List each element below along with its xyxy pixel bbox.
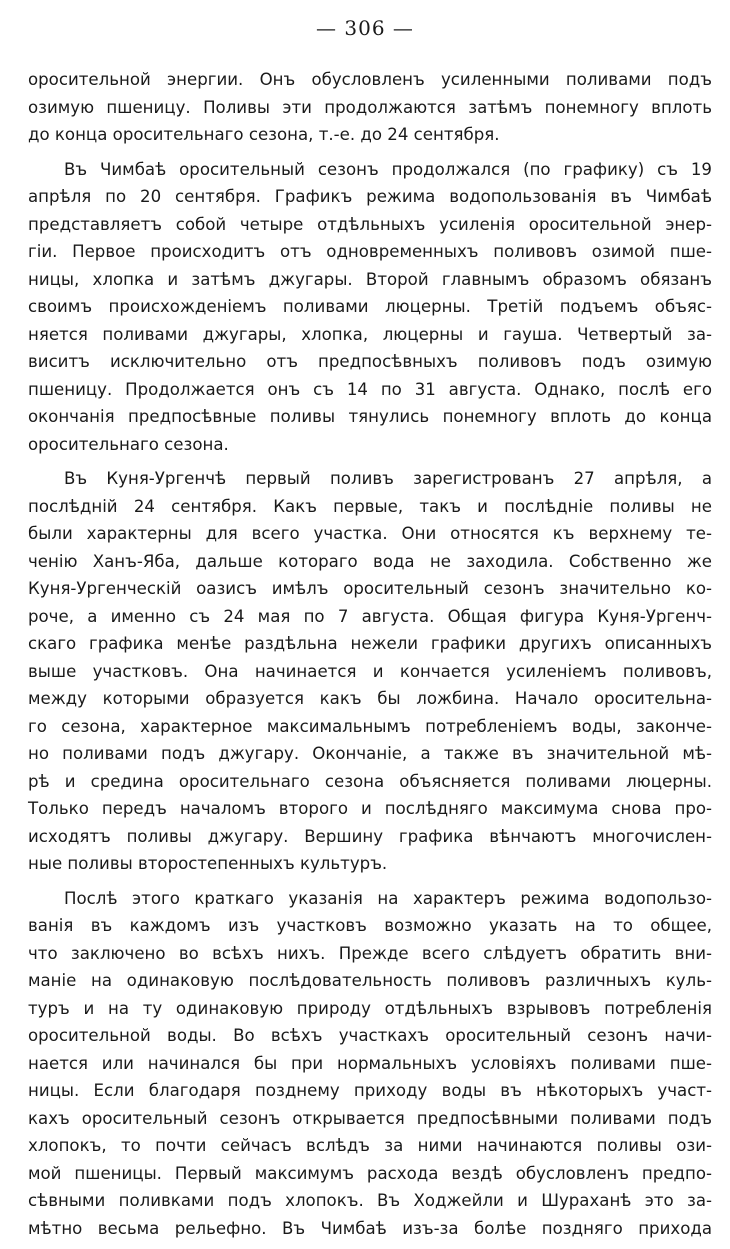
text-line: кахъ оросительный сезонъ открывается предпосѣвными поливами подъ [28,1108,712,1128]
text-line: Въ Куня-Ургенчѣ первый поливъ зарегистрованъ 27 апрѣля, а [64,469,712,488]
paragraph [28,66,712,149]
text-line: скаго графика менѣе раздѣльна нежели графики другихъ описанныхъ [28,634,712,653]
text-line: оросительной воды. Во всѣхъ участкахъ оросительный сезонъ начи- [28,1026,712,1045]
text-line: оросительнаго сезона. [28,434,229,454]
text-line: были характерны для всего участка. Они относятся къ верхнему те- [28,524,712,543]
text-line: между которыми образуется какъ бы ложбина. Начало оросительна- [28,689,712,708]
text-line: ные поливы второстепенныхъ культуръ. [28,854,388,873]
text-line: представляетъ собой четыре отдѣльныхъ усиленія оросительной энер- [28,214,712,234]
text-line: хлопокъ, то почти сейчасъ вслѣдъ за ними начинаются поливы ози- [28,1136,712,1155]
text-line: ченію Ханъ-Яба, дальше котораго вода не заходила. Собственно же [28,551,712,571]
page-number: — 306 — [316,16,414,40]
text-line: оросительной энергии. Онъ обусловленъ усиленными поливами подъ [28,70,712,89]
paragraph [28,885,712,1243]
text-line: роче, а именно съ 24 мая по 7 августа. Общая фигура Куня-Ургенч- [28,606,712,626]
text-line: маніе на одинаковую послѣдовательность поливовъ различныхъ куль- [28,971,712,990]
text-line: туръ и на ту одинаковую природу отдѣльныхъ взрывовъ потребленія [28,998,712,1018]
text-line: Послѣ этого краткаго указанія на характеръ режима водопользо- [64,888,712,908]
text-line: окончанія предпосѣвные поливы тянулись понемногу вплоть до конца [28,407,712,426]
text-line: озимую пшеницу. Поливы эти продолжаются затѣмъ понемногу вплоть [28,97,712,117]
body-text [28,66,712,1249]
text-line: рѣ и средина оросительнаго сезона объясняется поливами люцерны. [28,771,712,791]
text-line: ницы, хлопка и затѣмъ джугары. Второй главнымъ образомъ обязанъ [28,269,712,289]
text-line: мой пшеницы. Первый максимумъ расхода вездѣ обусловленъ предпо- [28,1163,712,1183]
text-line: Куня-Ургенческій оазисъ имѣлъ оросительный сезонъ значительно ко- [28,579,712,598]
text-line: апрѣля по 20 сентября. Графикъ режима водопользованія въ Чимбаѣ [28,187,712,206]
text-line: до конца оросительнаго сезона, т.-е. до 24 сентября. [28,125,500,144]
text-line: пшеницу. Продолжается онъ съ 14 по 31 августа. Однако, послѣ его [28,379,712,399]
paragraph [28,156,712,459]
paragraph [28,465,712,878]
text-line: но поливами подъ джугару. Окончаніе, а также въ значительной мѣ- [28,744,712,763]
text-line: гіи. Первое происходитъ отъ одновременныхъ поливовъ озимой пше- [28,242,712,261]
text-line: своимъ происхожденіемъ поливами люцерны. Третій подъемъ объяс- [28,297,712,316]
text-line: Въ Чимбаѣ оросительный сезонъ продолжался (по графику) съ 19 [64,159,712,179]
text-line: ванія въ каждомъ изъ участковъ возможно указать на то общее, [28,916,712,935]
text-line: ницы. Если благодаря позднему приходу воды въ нѣкоторыхъ участ- [28,1081,712,1100]
text-line: нается или начинался бы при нормальныхъ условіяхъ поливами пше- [28,1053,712,1073]
text-line: мѣтно весьма рельефно. Въ Чимбаѣ изъ-за болѣе поздняго прихода [28,1218,712,1238]
text-line: го сезона, характерное максимальнымъ потребленіемъ воды, законче- [28,716,712,736]
text-line: Только передъ началомъ второго и послѣдняго максимума снова про- [28,799,712,818]
text-line: виситъ исключительно отъ предпосѣвныхъ поливовъ подъ озимую [28,352,712,371]
text-line: послѣдній 24 сентября. Какъ первые, такъ и послѣдніе поливы не [28,496,712,516]
text-line: выше участковъ. Она начинается и кончается усиленіемъ поливовъ, [28,661,712,681]
text-line: няется поливами джугары, хлопка, люцерны и гауша. Четвертый за- [28,324,712,344]
text-line: сѣвными поливками подъ хлопокъ. Въ Ходжейли и Шураханѣ это за- [28,1191,712,1210]
text-line: исходятъ поливы джугару. Вершину графика вѣнчаютъ многочислен- [28,826,712,846]
text-line: что заключено во всѣхъ нихъ. Прежде всего слѣдуетъ обратить вни- [28,943,712,963]
